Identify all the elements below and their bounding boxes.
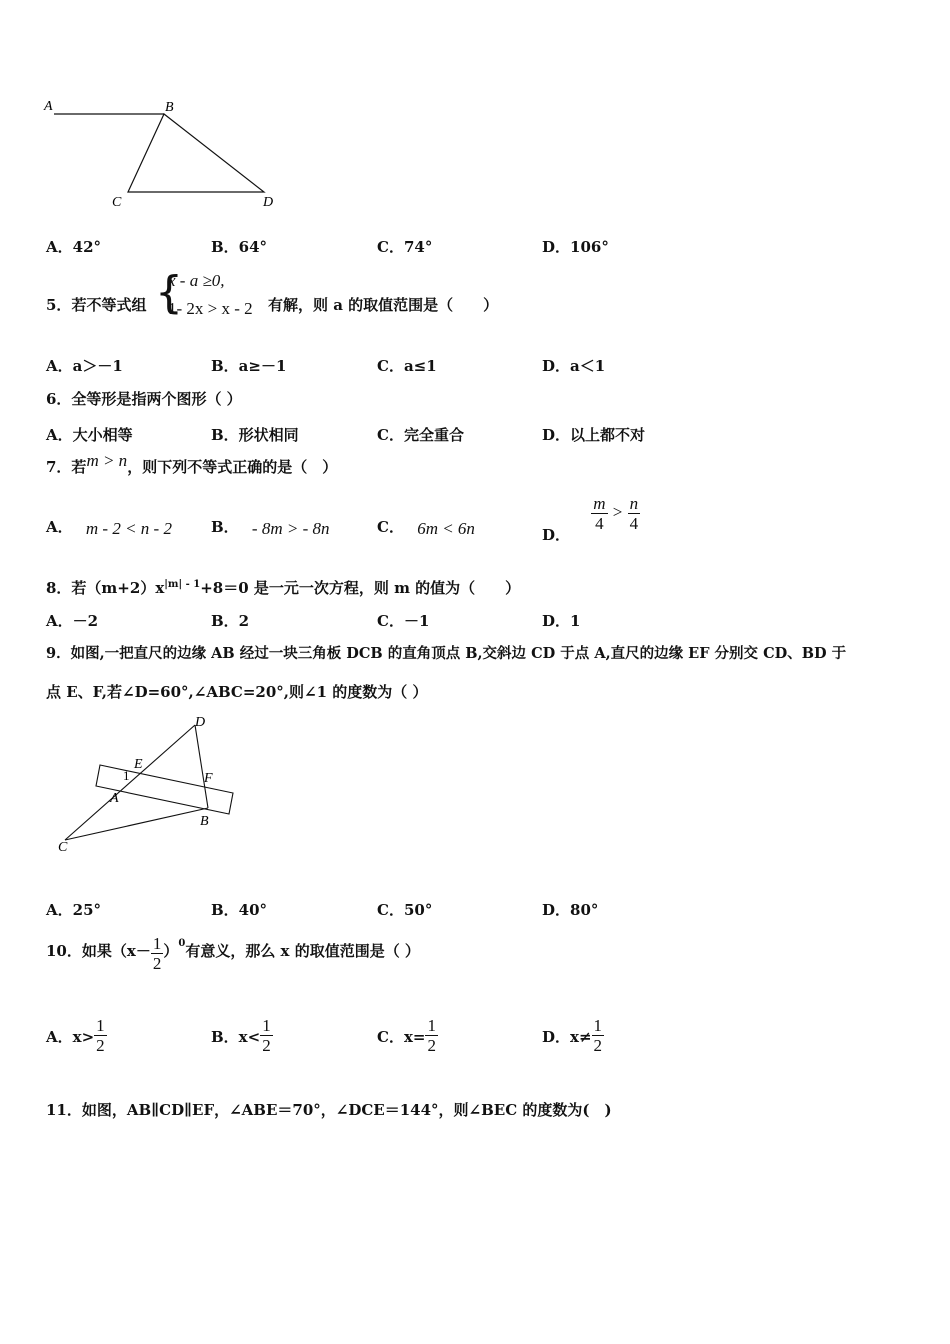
q7-option-a-letter: A． [46, 518, 73, 536]
q8-option-a[interactable]: A．－2 [46, 612, 99, 630]
q10-frac-den: 2 [152, 954, 162, 973]
q10-stem [46, 934, 420, 973]
label-c: C [58, 840, 68, 855]
q10-option-c-frac [425, 1016, 438, 1055]
q7-d-den2: 4 [629, 514, 639, 533]
q5-option-c[interactable]: C．a≤1 [377, 357, 437, 375]
q10-b-num: 1 [262, 1016, 271, 1035]
q9-option-a[interactable]: A．25° [46, 901, 102, 919]
q9-option-b[interactable]: B．40° [211, 901, 268, 919]
q5-line1: x - a ≥0, [168, 271, 225, 290]
label-c: C [112, 195, 122, 210]
q7-d-den1: 4 [591, 513, 607, 533]
q7-option-c-expr: 6m < 6n [417, 519, 475, 538]
q7-d-num2: n [629, 494, 639, 513]
label-b: B [200, 814, 209, 829]
q7-d-op: > [612, 502, 623, 522]
q10-option-d-frac [592, 1016, 605, 1055]
q7-suffix: ，则下列不等式正确的是（ ） [127, 458, 338, 476]
q8-exponent: |m| - 1 [164, 579, 201, 590]
q10-prefix: 10．如果（x－ [46, 941, 151, 960]
q8-option-b[interactable]: B．2 [211, 612, 250, 630]
q11-stem: 11．如图，AB∥CD∥EF，∠ABE＝70°，∠DCE＝144°，则∠BEC 的度数为( ) [46, 1101, 612, 1119]
q7-option-d[interactable] [542, 494, 640, 544]
q6-option-c[interactable]: C．完全重合 [377, 426, 464, 444]
q5-option-b[interactable]: B．a≥－1 [211, 357, 287, 375]
q7-option-d-frac1 [591, 494, 607, 533]
q10-option-b-prefix: B．x< [211, 1027, 261, 1046]
q9-figure [50, 710, 250, 860]
q7-option-b-expr: - 8m > - 8n [251, 519, 330, 538]
q4-option-c[interactable]: C．74° [377, 238, 433, 256]
q10-b-den: 2 [262, 1036, 271, 1055]
q7-option-d-letter: D． [542, 525, 571, 544]
label-e: E [134, 757, 143, 772]
q10-a-den: 2 [96, 1036, 105, 1055]
q4-figure [40, 92, 290, 217]
label-b: B [165, 100, 174, 115]
q5-stem [46, 295, 146, 315]
q7-option-c[interactable] [377, 516, 475, 537]
segment-cb [65, 808, 208, 840]
q10-close: ） [163, 941, 179, 960]
label-a: A [110, 791, 119, 806]
q4-option-d[interactable]: D．106° [542, 238, 609, 256]
label-f: F [204, 771, 213, 786]
label-1: 1 [123, 768, 130, 783]
label-d: D [195, 715, 206, 730]
q10-frac-num: 1 [152, 934, 162, 953]
q4-option-b[interactable]: B．64° [211, 238, 268, 256]
q10-option-b-frac [260, 1016, 273, 1055]
q10-d-num: 1 [593, 1016, 603, 1035]
q7-prefix: 7．若 [46, 458, 87, 476]
q8-stem [46, 575, 520, 598]
label-a: A [44, 99, 53, 114]
q5-option-d[interactable]: D．a＜1 [542, 357, 606, 375]
segment-db [195, 725, 208, 808]
q10-a-num: 1 [96, 1016, 105, 1035]
q6-option-d[interactable]: D．以上都不对 [542, 426, 646, 444]
q5-line2: 1- 2x > x - 2 [168, 299, 253, 318]
q7-option-d-frac2 [628, 494, 641, 533]
q7-option-c-letter: C． [377, 518, 404, 536]
q10-option-a[interactable] [46, 1016, 107, 1055]
q8-option-c[interactable]: C．－1 [377, 612, 430, 630]
q10-option-c-prefix: C．x= [377, 1027, 426, 1046]
q5-option-a[interactable]: A．a＞－1 [46, 357, 123, 375]
segment-cd [65, 725, 195, 840]
q8-suffix: +8＝0 是一元一次方程，则 m 的值为（ ） [200, 579, 521, 597]
q10-c-den: 2 [427, 1036, 436, 1055]
q6-stem: 6．全等形是指两个图形（ ） [46, 390, 242, 408]
q10-option-b[interactable] [211, 1016, 273, 1055]
q5-stem-prefix: 若不等式组 [71, 296, 147, 314]
triangle-bcd [128, 114, 264, 192]
q10-option-a-frac [94, 1016, 107, 1055]
q9-option-d[interactable]: D．80° [542, 901, 599, 919]
q10-option-c[interactable] [377, 1016, 438, 1055]
q10-exponent: 0 [178, 937, 186, 949]
q10-d-den: 2 [593, 1036, 603, 1055]
q5-number: 5． [46, 296, 72, 314]
q10-option-d[interactable] [542, 1016, 604, 1055]
q7-condition: m > n [86, 451, 128, 470]
q6-option-a[interactable]: A．大小相等 [46, 426, 133, 444]
q8-option-d[interactable]: D．1 [542, 612, 581, 630]
q7-stem [46, 451, 338, 477]
q10-c-num: 1 [427, 1016, 436, 1035]
q9-option-c[interactable]: C．50° [377, 901, 433, 919]
q10-option-a-prefix: A．x> [46, 1027, 95, 1046]
q6-option-b[interactable]: B．形状相同 [211, 426, 299, 444]
q5-brace-icon: { [155, 267, 183, 318]
q9-stem-line1: 9．如图,一把直尺的边缘 AB 经过一块三角板 DCB 的直角顶点 B,交斜边 CD 于点 A,直尺的边缘 EF 分别交 CD、BD 于 [46, 645, 847, 662]
q7-option-b-letter: B． [211, 518, 239, 536]
q7-option-a-expr: m - 2 < n - 2 [85, 519, 172, 538]
q10-fraction [151, 934, 164, 973]
q10-option-d-prefix: D．x≠ [542, 1027, 592, 1046]
q7-option-b[interactable] [211, 516, 330, 537]
q7-d-num1: m [593, 494, 606, 513]
q4-option-a[interactable]: A．42° [46, 238, 102, 256]
label-d: D [263, 195, 274, 210]
q10-suffix: 有意义，那么 x 的取值范围是（ ） [185, 941, 420, 960]
q5-stem-suffix: 有解，则 a 的取值范围是（ ） [268, 296, 499, 314]
q8-prefix: 8．若（m+2）x [46, 579, 165, 597]
q9-stem-line2: 点 E、F,若∠D=60°,∠ABC=20°,则∠1 的度数为（ ） [46, 683, 428, 701]
q7-option-a[interactable] [46, 516, 172, 537]
